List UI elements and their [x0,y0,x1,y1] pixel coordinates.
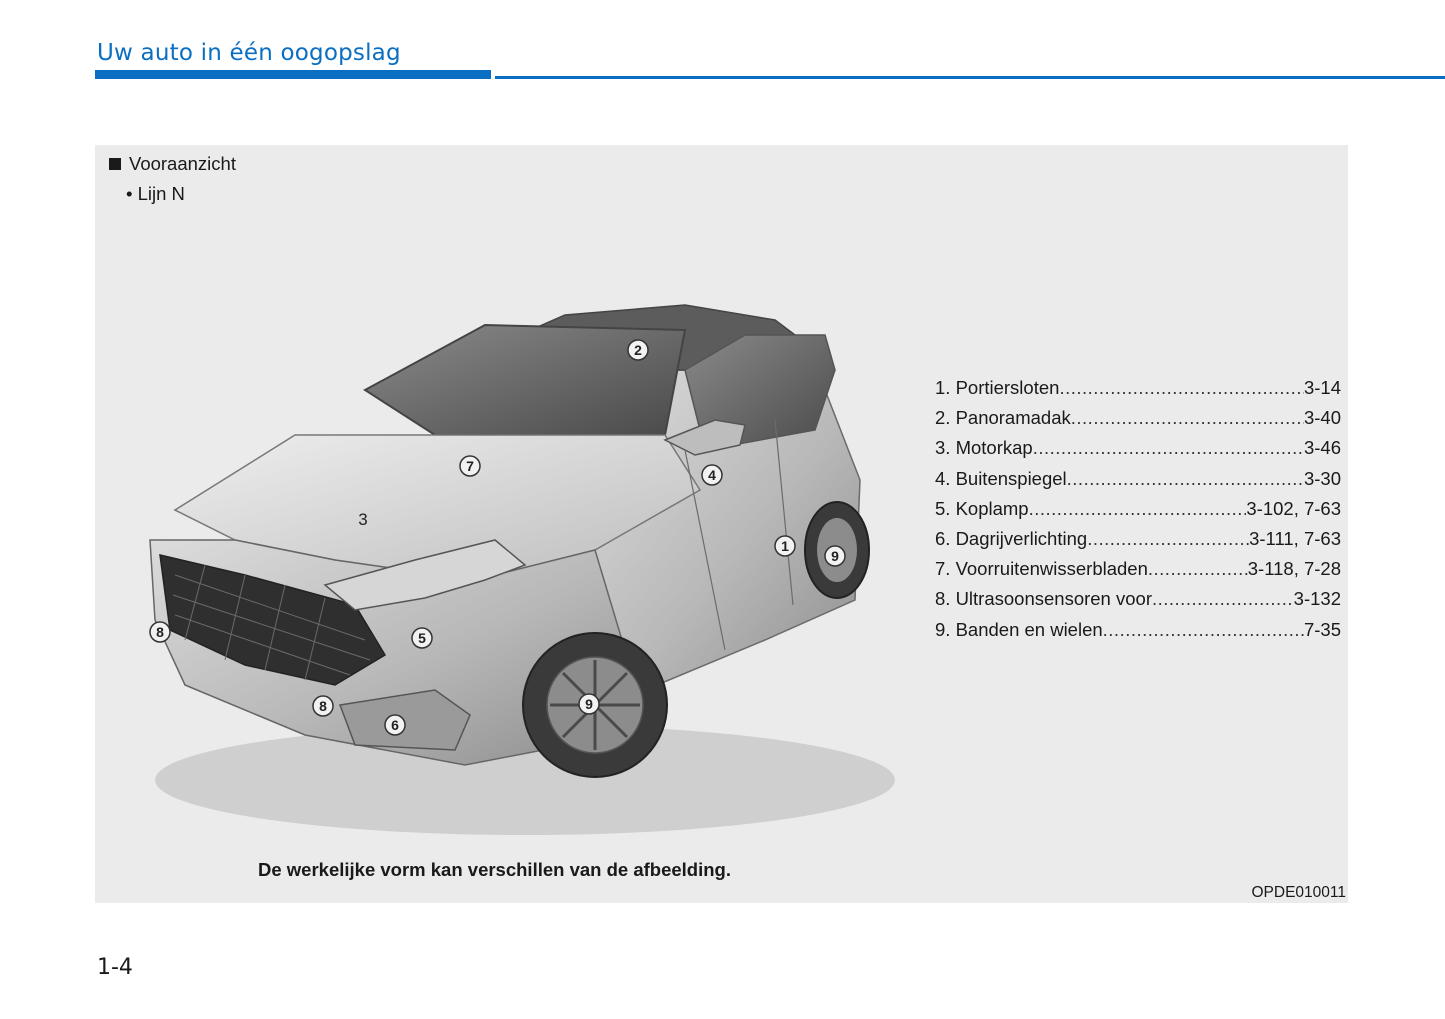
legend-item: 6. Dagrijverlichting ..... 3-111, 7-63 [935,528,1341,558]
callout-8a [150,622,170,642]
view-label-text: Vooraanzicht [129,153,236,174]
callout-1 [775,536,795,556]
svg-text:9: 9 [831,548,839,564]
callout-9a [579,694,599,714]
callout-9b [825,546,845,566]
svg-text:7: 7 [466,458,474,474]
header-rule-thin [495,76,1445,79]
view-label [109,153,236,175]
trim-line-label: • Lijn N [126,183,185,204]
svg-text:4: 4 [708,467,716,483]
callout-3 [358,510,367,529]
callout-6 [385,715,405,735]
svg-text:8: 8 [319,698,327,714]
legend-item: 2. Panoramadak ..... 3-40 [935,407,1341,437]
parts-legend [935,377,1341,649]
car-illustration [125,220,895,860]
legend-item: 1. Portiersloten ..... 3-14 [935,377,1341,407]
svg-text:6: 6 [391,717,399,733]
svg-text:2: 2 [634,342,642,358]
section-title: Uw auto in één oogopslag [97,40,401,66]
callout-5 [412,628,432,648]
legend-item: 8. Ultrasoonsensoren voor ..... 3-132 [935,588,1341,618]
callout-2 [628,340,648,360]
legend-item: 5. Koplamp ..... 3-102, 7-63 [935,498,1341,528]
disclaimer-text: De werkelijke vorm kan verschillen van de afbeelding. [258,859,731,880]
svg-text:8: 8 [156,624,164,640]
legend-item: 7. Voorruitenwisserbladen ..... 3-118, 7-28 [935,558,1341,588]
callout-4 [702,465,722,485]
square-bullet-icon [109,158,121,170]
callout-8b [313,696,333,716]
svg-text:9: 9 [585,696,593,712]
page-number: 1-4 [97,955,133,980]
svg-text:5: 5 [418,630,426,646]
svg-text:3: 3 [358,510,368,529]
legend-item: 4. Buitenspiegel ..... 3-30 [935,468,1341,498]
header-rule-thick [95,70,491,79]
legend-item: 3. Motorkap ..... 3-46 [935,437,1341,467]
figure-code: OPDE010011 [1251,884,1346,901]
legend-item: 9. Banden en wielen ..... 7-35 [935,619,1341,649]
svg-text:1: 1 [781,538,789,554]
figure-panel [95,145,1348,903]
callout-7 [460,456,480,476]
